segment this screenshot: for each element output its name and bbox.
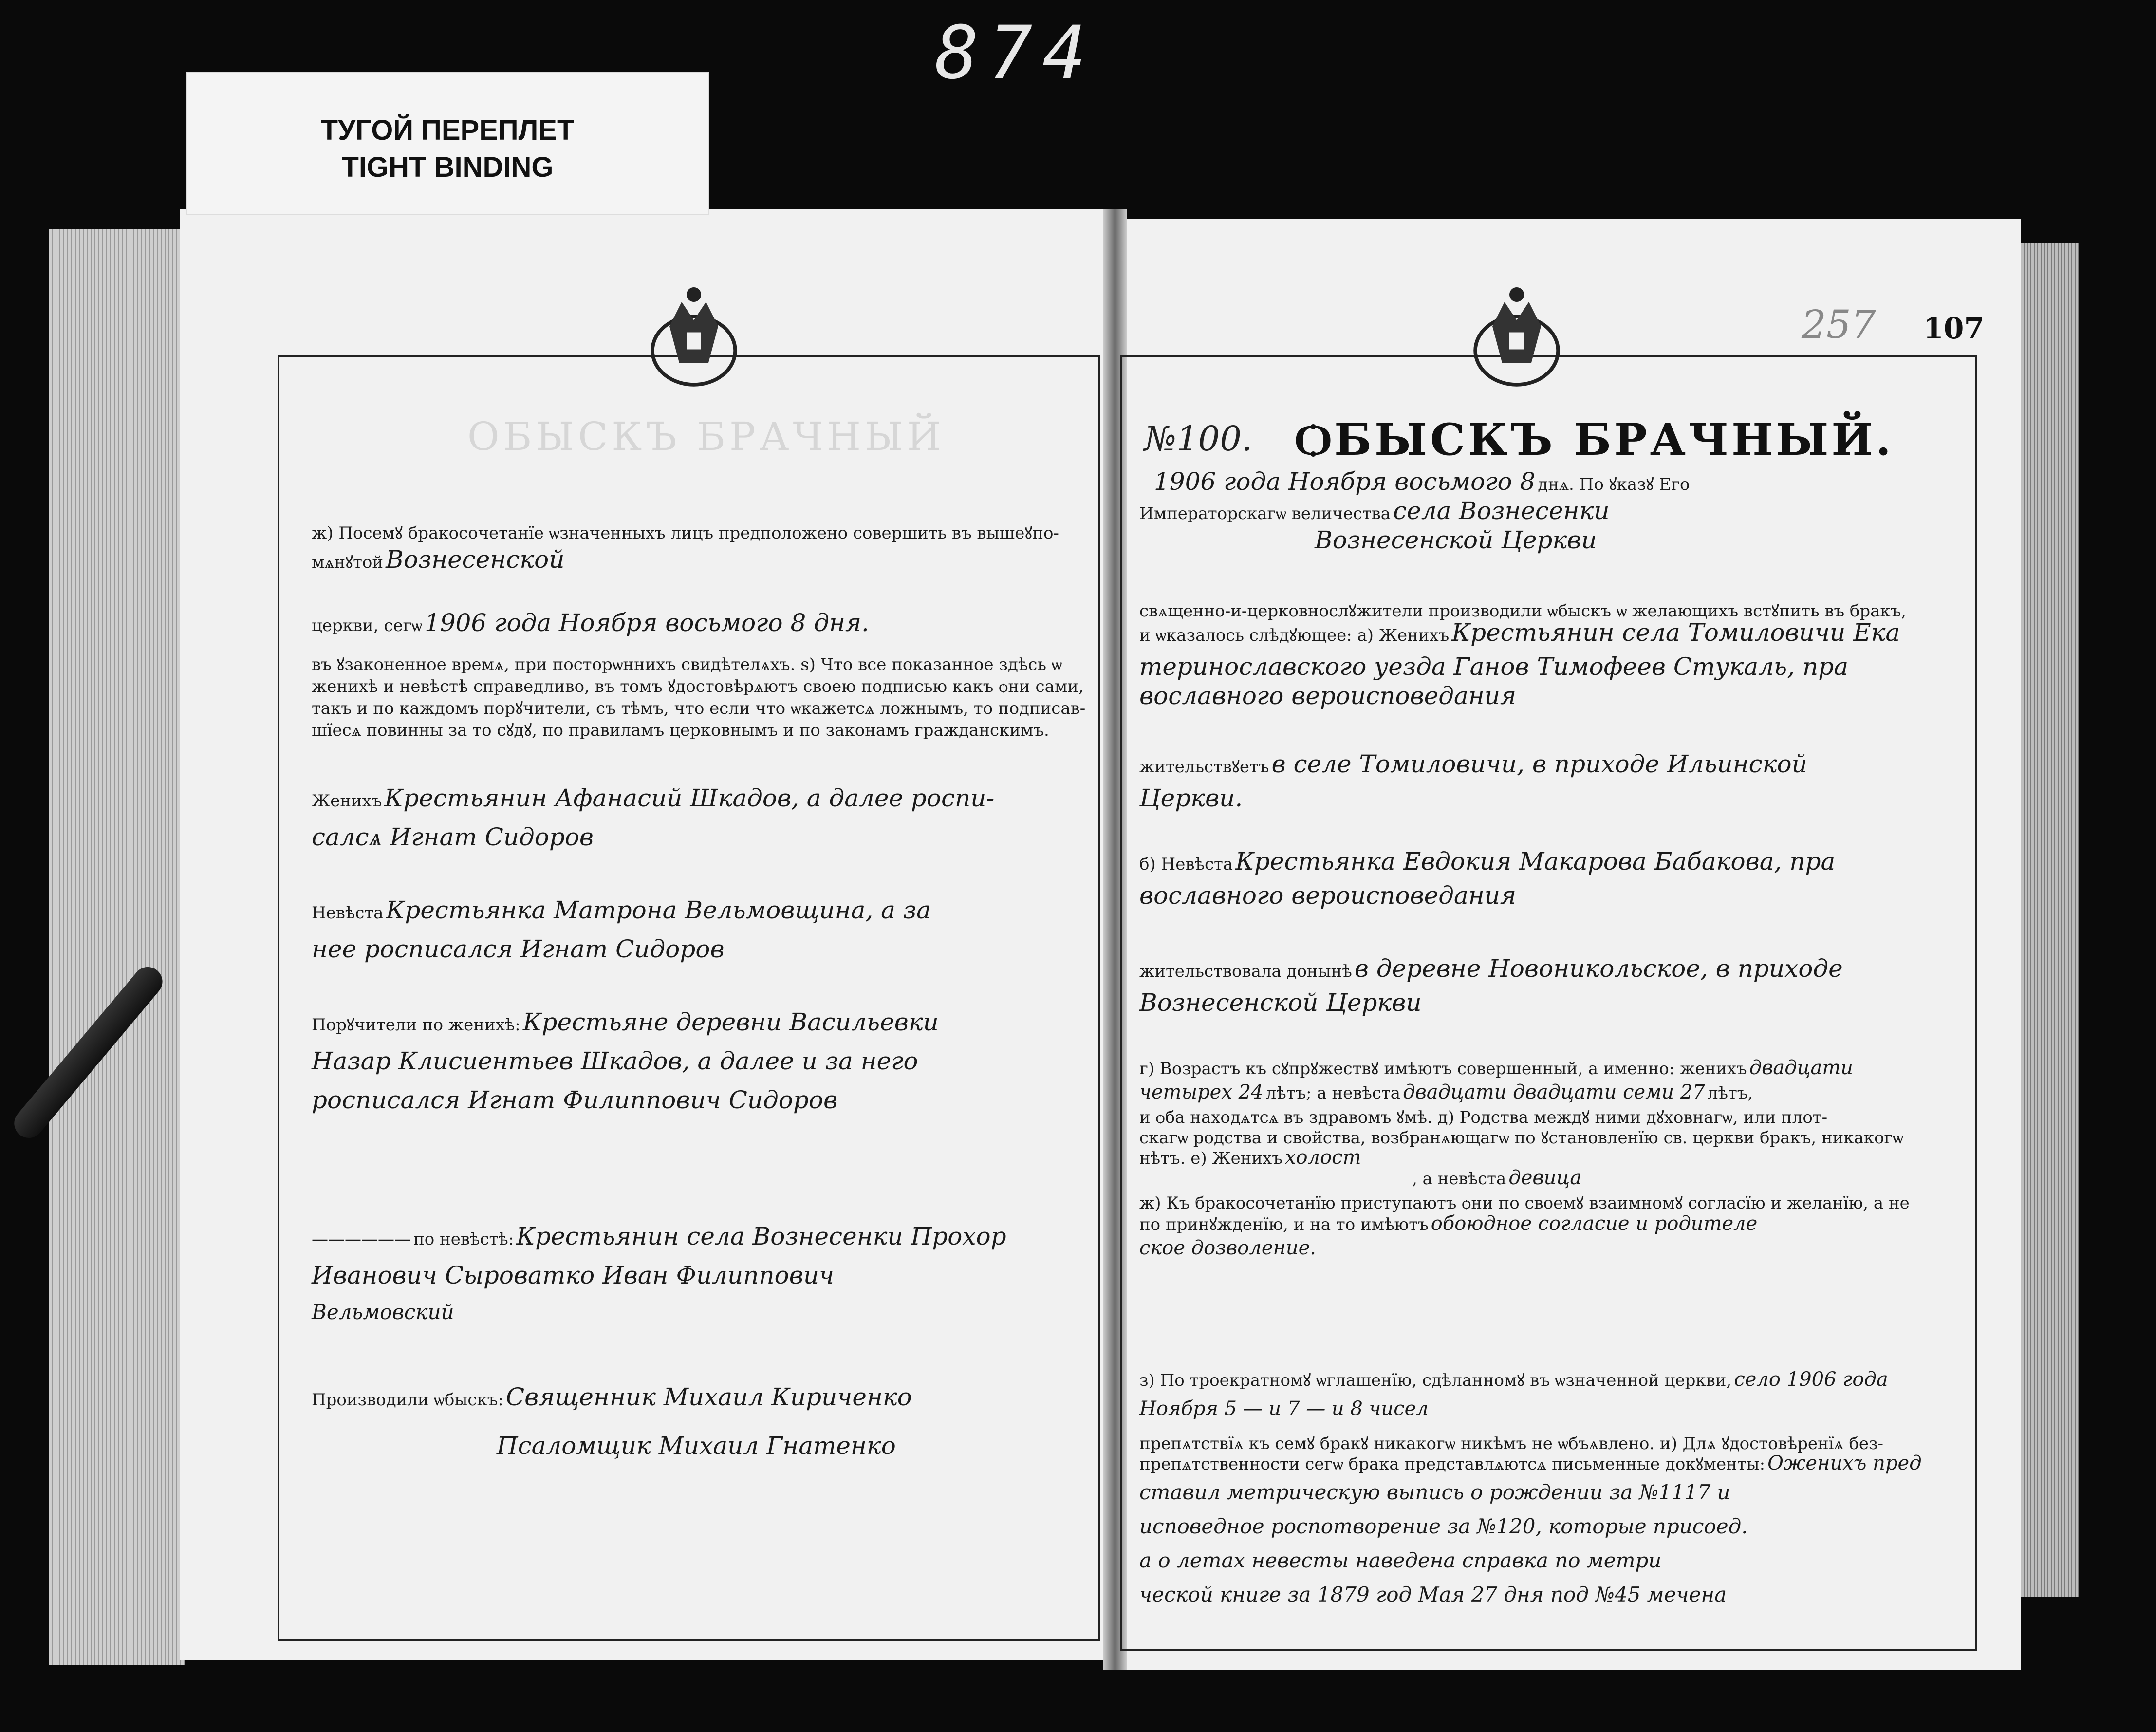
left-text-z-2: женихѣ и невѣстѣ справедливо, въ томъ ꙋдостовѣрѧютъ своею подписью какъ ѻни сами, [312, 677, 1084, 696]
right-line-3: Вознесенской Церкви [1315, 526, 1597, 554]
handwritten-page-number: 257 [1802, 302, 1876, 347]
left-guarantors-bride: —————— по невѣстѣ: Крестьянин села Вознесенки Прохор [312, 1222, 1006, 1250]
double-headed-eagle-emblem-left [633, 278, 755, 399]
left-performed-line: Производили ѡбыскъ: Священник Михаил Кириченко [312, 1383, 912, 1411]
right-line-5: и ѡказалось слѣдꙋющее: а) Женихъ Крестьянин села Томиловичи Ека [1139, 618, 1900, 647]
left-groom-line-2: салсѧ Игнат Сидоров [312, 823, 594, 851]
right-bride-residence: жительствовала донынѣ в деревне Новоникольское, в приходе [1139, 954, 1843, 983]
right-line-4: свѧщенно-и-церковнослꙋжители производили ѡбыскъ ѡ желающихъ встꙋпить въ бракъ, [1139, 601, 1907, 621]
right-text-i-6: ческой книге за 1879 год Мая 27 дня под №45 мечена [1139, 1583, 1727, 1606]
right-bride-status: , а невѣста девица [1412, 1167, 1582, 1189]
double-headed-eagle-emblem-right [1456, 278, 1578, 399]
left-text-z-3: такъ и по каждомъ порꙋчители, съ тѣмъ, что если что ѡкажетсѧ ложнымъ, то подписав- [312, 699, 1086, 718]
left-guarantors-bride-2: Иванович Сыроватко Иван Филиппович [312, 1261, 835, 1289]
left-bride-line-2: нее росписался Игнат Сидоров [312, 935, 725, 963]
right-residence-2: Церкви. [1139, 784, 1243, 812]
right-age-2: четырех 24 лѣтъ; а невѣста двадцати двадцати семи 27 лѣтъ, [1139, 1081, 1753, 1103]
left-paragraph-zh-cont: мѧнꙋтой Вознесенской [312, 545, 565, 574]
left-page-content [312, 521, 1091, 1617]
right-text-i-2: препѧтственности сегѡ брака представлѧютсѧ письменные докꙋменты: Оженихъ пред [1139, 1452, 1922, 1474]
left-groom-line: Женихъ Крестьянин Афанасий Шкадов, а далее роспи- [312, 784, 995, 812]
right-book-page-edges [2011, 243, 2079, 1597]
entry-number: №100. [1144, 419, 1253, 459]
bleed-through-title: ОБЫСКЪ БРАЧНЫЙ [467, 414, 945, 459]
right-bride: б) Невѣста Крестьянка Евдокия Макарова Бабакова, пра [1139, 847, 1836, 875]
left-book-page-edges [49, 229, 185, 1665]
right-line-6: теринославского уезда Ганов Тимофеев Стукаль, пра [1139, 652, 1849, 681]
right-line-7: вославного вероисповедания [1139, 682, 1516, 710]
right-text-i-1: препѧтствїѧ къ семꙋ бракꙋ никакогѡ никѣмъ не ѡбъѧвлено. и) Длѧ ꙋдостовѣренїѧ без- [1139, 1434, 1883, 1453]
right-line-1: 1906 года Ноября восьмого 8 днѧ. По ꙋказꙋ Его [1154, 467, 1690, 496]
right-text-i-3: ставил метрическую выпись о рождении за №1117 и [1139, 1480, 1730, 1504]
right-text-zh-2: по принꙋжденїю, и на то имѣютъ обоюдное согласие и родителе [1139, 1212, 1758, 1235]
right-age-1: г) Возрастъ къ сꙋпрꙋжествꙋ имѣютъ совершенный, а именно: женихъ двадцати [1139, 1057, 1854, 1079]
left-paragraph-zh: ж) Посемꙋ бракосочетанїе ѡзначенныхъ лицъ предположено совершить въ вышеꙋпо- [312, 523, 1059, 543]
right-text-d-3: нѣтъ. е) Женихъ холост [1139, 1146, 1361, 1169]
right-bride-2: вославного вероисповедания [1139, 881, 1516, 910]
left-guarantors-bride-3: Вельмовский [312, 1300, 454, 1324]
right-line-2: Императорскагѡ величества села Вознесенки [1139, 497, 1610, 525]
left-church-line: церкви, сегѡ 1906 года Ноября восьмого 8 дня. [312, 609, 869, 637]
left-bride-line: Невѣста Крестьянка Матрона Вельмовщина, а за [312, 896, 931, 924]
form-title: ѺБЫСКЪ БРАЧНЫЙ. [1295, 414, 1894, 466]
right-text-d-2: скагѡ родства и свойства, возбранѧющагѡ по ꙋстановленїю св. церкви бракъ, никакогѡ [1139, 1128, 1903, 1148]
right-text-zh-3: ское дозволение. [1139, 1237, 1317, 1259]
left-guarantors-groom: Порꙋчители по женихѣ: Крестьяне деревни Васильевки [312, 1008, 939, 1036]
binding-label-english: TIGHT BINDING [341, 151, 554, 183]
right-text-z-1: з) По троекратномꙋ ѡглашенїю, сдѣланномꙋ въ ѡзначенной церкви, село 1906 года [1139, 1368, 1888, 1391]
left-guarantors-groom-2: Назар Клисиентьев Шкадов, а далее и за него [312, 1047, 918, 1075]
right-text-d-1: и ѻба находѧтсѧ въ здравомъ ꙋмѣ. д) Родства междꙋ ними дꙋховнагѡ, или плот- [1139, 1108, 1828, 1127]
left-guarantors-groom-3: росписался Игнат Филиппович Сидоров [312, 1086, 838, 1114]
right-text-z-2: Ноября 5 — и 7 — и 8 чисел [1139, 1397, 1429, 1420]
left-performed-line-2: Псаломщик Михаил Гнатенко [497, 1432, 896, 1460]
right-residence: жительствꙋетъ в селе Томиловичи, в приходе Ильинской [1139, 750, 1807, 778]
right-text-i-5: а о летах невесты наведена справка по метри [1139, 1548, 1662, 1572]
printed-page-number: 107 [1923, 312, 1985, 346]
left-text-z-1: въ ꙋзаконенное времѧ, при посторѡннихъ свидѣтелѧхъ. ѕ) Что все показанное здѣсь ѡ [312, 655, 1062, 674]
tight-binding-label [186, 72, 709, 215]
right-text-i-4: исповедное роспотворение за №120, которые присоед. [1139, 1514, 1748, 1538]
right-page-content [1139, 467, 1967, 1636]
microfilm-frame-number: 874 [935, 11, 1096, 95]
binding-label-russian: ТУГОЙ ПЕРЕПЛЕТ [320, 114, 575, 146]
left-text-z-4: шїесѧ повинны за то сꙋдꙋ, по правиламъ церковнымъ и по законамъ гражданскимъ. [312, 721, 1049, 740]
right-text-zh-1: ж) Къ бракосочетанїю приступаютъ ѻни по своемꙋ взаимномꙋ согласїю и желанїю, а не [1139, 1193, 1910, 1213]
right-bride-residence-2: Вознесенской Церкви [1139, 988, 1422, 1017]
